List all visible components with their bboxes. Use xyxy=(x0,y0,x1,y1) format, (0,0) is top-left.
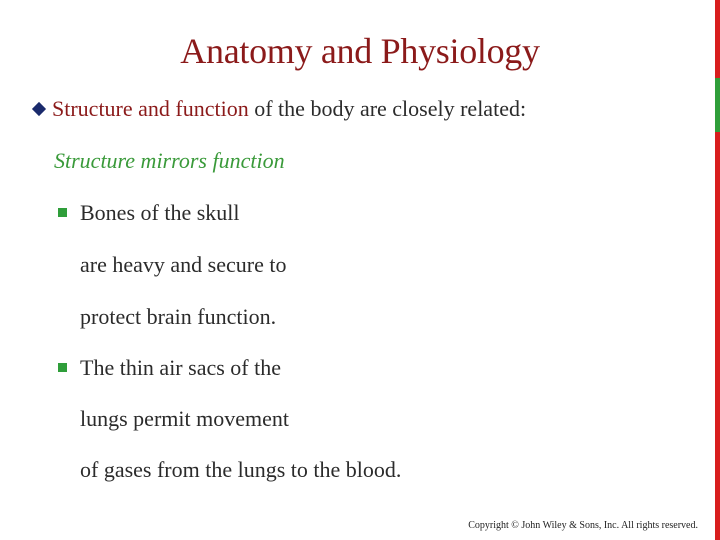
square-bullet-icon xyxy=(58,208,67,217)
edge-accent-bar-green xyxy=(715,78,720,132)
lead-rest: of the body are closely related: xyxy=(254,96,527,121)
bullet-line: are heavy and secure to xyxy=(80,252,287,277)
subheading: Structure mirrors function xyxy=(54,148,285,173)
copyright-notice: Copyright © John Wiley & Sons, Inc. All rights reserved. xyxy=(468,520,698,531)
lead-emphasis: Structure and function xyxy=(52,96,249,121)
bullet-line: Bones of the skull xyxy=(80,200,240,225)
slide-title: Anatomy and Physiology xyxy=(180,31,540,71)
diamond-bullet-icon xyxy=(32,102,46,116)
bullet-line: The thin air sacs of the xyxy=(80,355,281,380)
bullet-line: of gases from the lungs to the blood. xyxy=(80,457,402,482)
bullet-line: protect brain function. xyxy=(80,304,277,329)
lead-statement xyxy=(30,96,526,122)
square-bullet-icon xyxy=(58,363,67,372)
bullet-line: lungs permit movement xyxy=(80,406,289,431)
edge-accent-bar-red-bottom xyxy=(715,132,720,540)
